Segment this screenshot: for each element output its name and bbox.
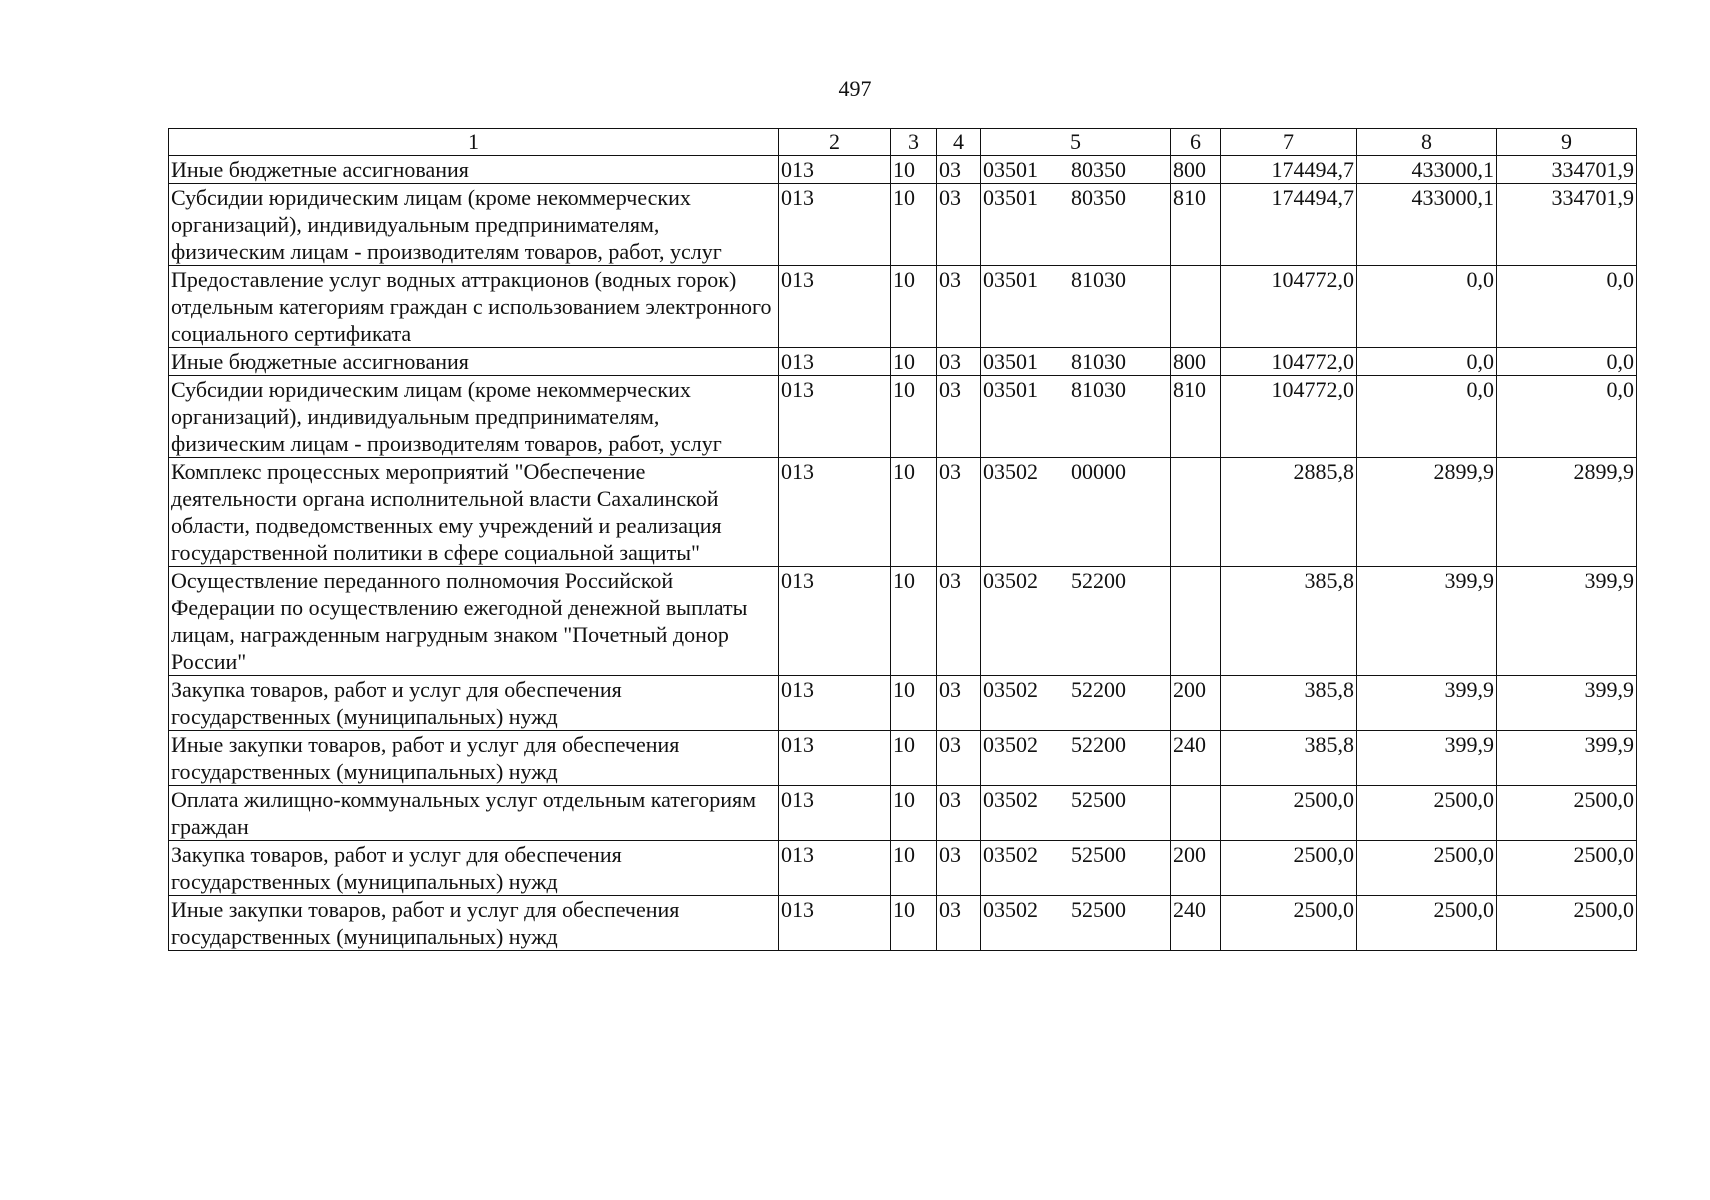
section-code-cell: 10 xyxy=(891,896,937,951)
header-cell: 5 xyxy=(981,129,1171,156)
expense-type-cell: 240 xyxy=(1171,731,1221,786)
section-code-cell: 10 xyxy=(891,156,937,184)
row-name-cell: Субсидии юридическим лицам (кроме некоммерческих организаций), индивидуальным предпринимателям, физическим лицам - производителям товаров, работ, услуг xyxy=(169,376,779,458)
value-col8-cell: 0,0 xyxy=(1357,348,1497,376)
table-row xyxy=(169,786,1637,841)
table-row xyxy=(169,184,1637,266)
target-article-part2: 80350 xyxy=(1071,157,1126,182)
target-article-part2: 81030 xyxy=(1071,267,1126,292)
value-col7-cell: 385,8 xyxy=(1221,676,1357,731)
expense-type-cell: 200 xyxy=(1171,676,1221,731)
table-row xyxy=(169,156,1637,184)
expense-type-cell xyxy=(1171,786,1221,841)
subsection-code-cell: 03 xyxy=(937,376,981,458)
section-code-cell: 10 xyxy=(891,676,937,731)
value-col8-cell: 0,0 xyxy=(1357,376,1497,458)
value-col9-cell: 0,0 xyxy=(1497,348,1637,376)
target-article-part2: 52500 xyxy=(1071,842,1126,867)
header-cell: 8 xyxy=(1357,129,1497,156)
value-col7-cell: 174494,7 xyxy=(1221,156,1357,184)
expense-type-cell: 800 xyxy=(1171,156,1221,184)
target-article-part2: 80350 xyxy=(1071,185,1126,210)
target-article-part2: 81030 xyxy=(1071,377,1126,402)
table-row xyxy=(169,567,1637,676)
value-col9-cell: 0,0 xyxy=(1497,376,1637,458)
subsection-code-cell: 03 xyxy=(937,786,981,841)
expense-type-cell: 810 xyxy=(1171,376,1221,458)
expense-type-cell xyxy=(1171,266,1221,348)
value-col8-cell: 399,9 xyxy=(1357,676,1497,731)
table-row xyxy=(169,841,1637,896)
target-article-part2: 00000 xyxy=(1071,459,1126,484)
section-code-cell: 10 xyxy=(891,841,937,896)
section-code-cell: 10 xyxy=(891,376,937,458)
ministry-code-cell: 013 xyxy=(779,348,891,376)
section-code-cell: 10 xyxy=(891,266,937,348)
target-article-part1: 03501 xyxy=(983,157,1038,182)
row-name-cell: Иные закупки товаров, работ и услуг для обеспечения государственных (муниципальных) нужд xyxy=(169,731,779,786)
ministry-code-cell: 013 xyxy=(779,676,891,731)
row-name-cell: Иные бюджетные ассигнования xyxy=(169,156,779,184)
value-col9-cell: 2899,9 xyxy=(1497,458,1637,567)
header-cell: 4 xyxy=(937,129,981,156)
expense-type-cell xyxy=(1171,567,1221,676)
target-article-part2: 52200 xyxy=(1071,677,1126,702)
target-article-cell xyxy=(981,458,1171,567)
expense-type-cell xyxy=(1171,458,1221,567)
subsection-code-cell: 03 xyxy=(937,841,981,896)
value-col9-cell: 399,9 xyxy=(1497,731,1637,786)
header-cell: 3 xyxy=(891,129,937,156)
section-code-cell: 10 xyxy=(891,567,937,676)
expense-type-cell: 810 xyxy=(1171,184,1221,266)
row-name-cell: Осуществление переданного полномочия Российской Федерации по осуществлению ежегодной денежной выплаты лицам, награжденным нагрудным знаком "Почетный донор России" xyxy=(169,567,779,676)
target-article-part1: 03502 xyxy=(983,732,1038,757)
target-article-part1: 03501 xyxy=(983,349,1038,374)
table-row xyxy=(169,676,1637,731)
target-article-cell xyxy=(981,184,1171,266)
value-col8-cell: 2500,0 xyxy=(1357,896,1497,951)
section-code-cell: 10 xyxy=(891,348,937,376)
header-cell: 1 xyxy=(169,129,779,156)
value-col9-cell: 0,0 xyxy=(1497,266,1637,348)
row-name-cell: Субсидии юридическим лицам (кроме некоммерческих организаций), индивидуальным предпринимателям, физическим лицам - производителям товаров, работ, услуг xyxy=(169,184,779,266)
value-col7-cell: 104772,0 xyxy=(1221,376,1357,458)
subsection-code-cell: 03 xyxy=(937,896,981,951)
section-code-cell: 10 xyxy=(891,184,937,266)
target-article-part1: 03501 xyxy=(983,267,1038,292)
section-code-cell: 10 xyxy=(891,731,937,786)
target-article-cell xyxy=(981,731,1171,786)
target-article-cell xyxy=(981,841,1171,896)
target-article-part1: 03501 xyxy=(983,377,1038,402)
value-col9-cell: 334701,9 xyxy=(1497,184,1637,266)
value-col7-cell: 2500,0 xyxy=(1221,896,1357,951)
target-article-part1: 03502 xyxy=(983,897,1038,922)
table-row xyxy=(169,458,1637,567)
subsection-code-cell: 03 xyxy=(937,156,981,184)
value-col9-cell: 334701,9 xyxy=(1497,156,1637,184)
row-name-cell: Закупка товаров, работ и услуг для обеспечения государственных (муниципальных) нужд xyxy=(169,676,779,731)
target-article-part1: 03502 xyxy=(983,787,1038,812)
value-col8-cell: 2500,0 xyxy=(1357,786,1497,841)
target-article-part2: 52500 xyxy=(1071,787,1126,812)
section-code-cell: 10 xyxy=(891,786,937,841)
subsection-code-cell: 03 xyxy=(937,676,981,731)
target-article-part1: 03502 xyxy=(983,459,1038,484)
value-col8-cell: 399,9 xyxy=(1357,567,1497,676)
value-col7-cell: 2500,0 xyxy=(1221,841,1357,896)
ministry-code-cell: 013 xyxy=(779,266,891,348)
value-col9-cell: 399,9 xyxy=(1497,676,1637,731)
ministry-code-cell: 013 xyxy=(779,841,891,896)
target-article-part1: 03502 xyxy=(983,568,1038,593)
target-article-cell xyxy=(981,567,1171,676)
header-cell: 7 xyxy=(1221,129,1357,156)
header-cell: 2 xyxy=(779,129,891,156)
value-col8-cell: 433000,1 xyxy=(1357,184,1497,266)
subsection-code-cell: 03 xyxy=(937,348,981,376)
value-col7-cell: 2885,8 xyxy=(1221,458,1357,567)
ministry-code-cell: 013 xyxy=(779,376,891,458)
budget-table xyxy=(168,128,1637,951)
value-col8-cell: 0,0 xyxy=(1357,266,1497,348)
target-article-cell xyxy=(981,786,1171,841)
table-row xyxy=(169,266,1637,348)
target-article-cell xyxy=(981,676,1171,731)
target-article-part2: 52200 xyxy=(1071,568,1126,593)
subsection-code-cell: 03 xyxy=(937,266,981,348)
target-article-part2: 81030 xyxy=(1071,349,1126,374)
expense-type-cell: 800 xyxy=(1171,348,1221,376)
subsection-code-cell: 03 xyxy=(937,458,981,567)
target-article-part2: 52500 xyxy=(1071,897,1126,922)
subsection-code-cell: 03 xyxy=(937,731,981,786)
value-col8-cell: 2899,9 xyxy=(1357,458,1497,567)
ministry-code-cell: 013 xyxy=(779,458,891,567)
row-name-cell: Закупка товаров, работ и услуг для обеспечения государственных (муниципальных) нужд xyxy=(169,841,779,896)
ministry-code-cell: 013 xyxy=(779,731,891,786)
ministry-code-cell: 013 xyxy=(779,786,891,841)
ministry-code-cell: 013 xyxy=(779,184,891,266)
page-number: 497 xyxy=(838,76,872,101)
value-col8-cell: 2500,0 xyxy=(1357,841,1497,896)
target-article-cell xyxy=(981,156,1171,184)
target-article-part2: 52200 xyxy=(1071,732,1126,757)
value-col9-cell: 2500,0 xyxy=(1497,786,1637,841)
section-code-cell: 10 xyxy=(891,458,937,567)
header-cell: 9 xyxy=(1497,129,1637,156)
value-col7-cell: 385,8 xyxy=(1221,731,1357,786)
target-article-cell xyxy=(981,348,1171,376)
expense-type-cell: 240 xyxy=(1171,896,1221,951)
value-col7-cell: 385,8 xyxy=(1221,567,1357,676)
table-row xyxy=(169,731,1637,786)
value-col7-cell: 2500,0 xyxy=(1221,786,1357,841)
target-article-part1: 03502 xyxy=(983,677,1038,702)
ministry-code-cell: 013 xyxy=(779,567,891,676)
value-col8-cell: 399,9 xyxy=(1357,731,1497,786)
row-name-cell: Иные бюджетные ассигнования xyxy=(169,348,779,376)
row-name-cell: Предоставление услуг водных аттракционов (водных горок) отдельным категориям граждан с использованием электронного социального сертификата xyxy=(169,266,779,348)
table-row xyxy=(169,376,1637,458)
header-row xyxy=(169,129,1637,156)
target-article-part1: 03502 xyxy=(983,842,1038,867)
value-col7-cell: 104772,0 xyxy=(1221,348,1357,376)
row-name-cell: Оплата жилищно-коммунальных услуг отдельным категориям граждан xyxy=(169,786,779,841)
header-cell: 6 xyxy=(1171,129,1221,156)
target-article-cell xyxy=(981,376,1171,458)
value-col7-cell: 174494,7 xyxy=(1221,184,1357,266)
row-name-cell: Иные закупки товаров, работ и услуг для обеспечения государственных (муниципальных) нужд xyxy=(169,896,779,951)
value-col9-cell: 2500,0 xyxy=(1497,896,1637,951)
value-col8-cell: 433000,1 xyxy=(1357,156,1497,184)
target-article-cell xyxy=(981,896,1171,951)
ministry-code-cell: 013 xyxy=(779,156,891,184)
table-row xyxy=(169,348,1637,376)
target-article-cell xyxy=(981,266,1171,348)
expense-type-cell: 200 xyxy=(1171,841,1221,896)
row-name-cell: Комплекс процессных мероприятий "Обеспечение деятельности органа исполнительной власти Сахалинской области, подведомственных ему учреждений и реализация государственной политики в сфере социальной защиты" xyxy=(169,458,779,567)
value-col9-cell: 399,9 xyxy=(1497,567,1637,676)
target-article-part1: 03501 xyxy=(983,185,1038,210)
subsection-code-cell: 03 xyxy=(937,567,981,676)
table-row xyxy=(169,896,1637,951)
value-col9-cell: 2500,0 xyxy=(1497,841,1637,896)
subsection-code-cell: 03 xyxy=(937,184,981,266)
ministry-code-cell: 013 xyxy=(779,896,891,951)
value-col7-cell: 104772,0 xyxy=(1221,266,1357,348)
